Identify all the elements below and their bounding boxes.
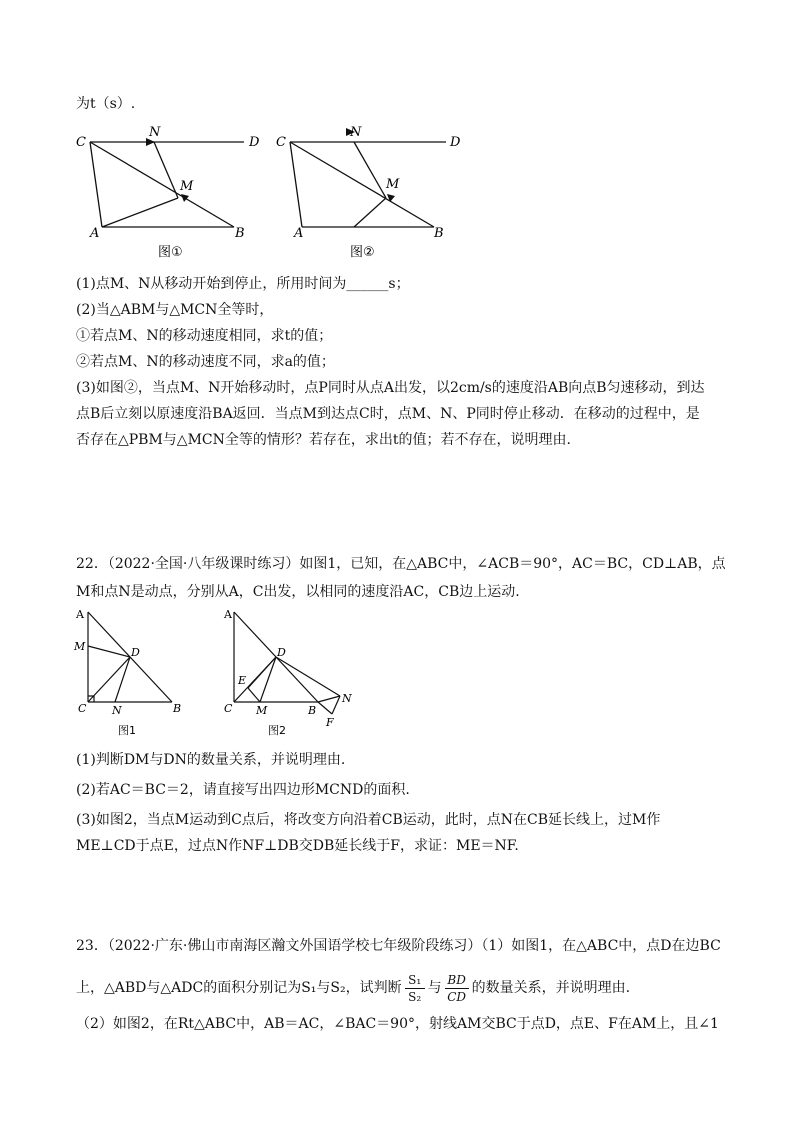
label-E: E xyxy=(238,674,247,687)
caption: 图① xyxy=(158,245,183,260)
q22-part3-line1: (3)如图2，当点M运动到C点后，将改变方向沿着CB运动，此时，点N在CB延长线上，过M作 xyxy=(76,812,661,828)
label-B: B xyxy=(308,704,317,717)
q22-figure-1 xyxy=(70,604,190,744)
segment-CA xyxy=(90,142,102,227)
segment-PM xyxy=(354,198,386,227)
q23-line2 xyxy=(76,966,630,1010)
label-D: D xyxy=(249,135,260,150)
fraction-denominator: CD xyxy=(445,988,469,1005)
q22-header-line1: 22．（2022·全国·八年级课时练习）如图1，已知，在△ABC中，∠ACB＝90°，AC＝BC，CD⊥AB，点 xyxy=(76,556,726,572)
segment-CA xyxy=(290,142,302,227)
q22-figure-2 xyxy=(220,604,370,744)
label-M: M xyxy=(180,179,194,194)
q21-figure-2 xyxy=(274,122,474,262)
continuation-text: 为t（s）. xyxy=(76,96,136,112)
q23-line2-pre: 上，△ABD与△ADC的面积分别记为S₁与S₂，试判断 xyxy=(76,980,402,996)
label-C: C xyxy=(276,135,286,150)
q21-part3-line3: 否存在△PBM与△MCN全等的情形？若存在，求出t的值；若不存在，说明理由. xyxy=(76,432,571,448)
label-C: C xyxy=(76,135,86,150)
q23-header: 23．（2022·广东·佛山市南海区瀚文外国语学校七年级阶段练习）（1）如图1，在△ABC中，点D在边BC xyxy=(76,938,721,954)
label-N: N xyxy=(350,125,362,140)
segment-AM xyxy=(102,198,178,227)
q21-part3-line2: 点B后立刻以原速度沿BA返回．当点M到达点C时，点M、N、P同时停止移动．在移动的过程中，是 xyxy=(76,406,700,422)
fraction-numerator: BD xyxy=(447,972,466,987)
q21-figure-1 xyxy=(74,122,274,262)
label-D: D xyxy=(131,646,140,659)
q23-line2-post: 的数量关系，并说明理由. xyxy=(471,980,631,996)
label-A: A xyxy=(294,226,304,241)
q21-part2: (2)当△ABM与△MCN全等时， xyxy=(76,302,274,318)
label-N: N xyxy=(149,125,161,140)
q21-part2a: ①若点M、N的移动速度相同，求t的值； xyxy=(76,328,333,344)
caption: 图2 xyxy=(268,724,286,737)
fraction-denominator: S₂ xyxy=(405,988,425,1005)
label-B: B xyxy=(434,226,444,241)
arrow-m xyxy=(181,194,189,202)
q21-part1: (1)点M、N从移动开始到停止，所用时间为______s； xyxy=(76,276,410,292)
label-F: F xyxy=(326,716,334,729)
q22-header-line2: M和点N是动点，分别从A，C出发，以相同的速度沿AC，CB边上运动. xyxy=(76,584,520,600)
label-D: D xyxy=(277,646,286,659)
label-A: A xyxy=(90,226,100,241)
segment-NM xyxy=(154,142,178,198)
q21-part2b: ②若点M、N的移动速度不同，求a的值； xyxy=(76,354,335,370)
label-A: A xyxy=(224,608,232,621)
q23-line2-mid: 与 xyxy=(427,980,442,996)
q23-part2-line1: （2）如图2，在Rt△ABC中，AB＝AC，∠BAC＝90°，射线AM交BC于点D，点E、F在AM上，且∠1 xyxy=(76,1016,719,1032)
label-C: C xyxy=(78,702,87,715)
label-A: A xyxy=(76,608,84,621)
q21-part3-line1: (3)如图②，当点M、N开始移动时，点P同时从点A出发，以2cm/s的速度沿AB向点B匀速移动，到达 xyxy=(76,380,705,396)
label-N: N xyxy=(342,692,352,705)
caption: 图1 xyxy=(118,724,136,737)
label-M: M xyxy=(256,704,268,717)
label-B: B xyxy=(173,702,182,715)
label-N: N xyxy=(112,704,122,717)
caption: 图② xyxy=(350,245,375,260)
arrow-m xyxy=(387,194,395,202)
fraction-numerator: S₁ xyxy=(408,972,422,987)
fraction-s1-s2 xyxy=(405,972,425,1005)
label-C: C xyxy=(224,702,233,715)
label-B: B xyxy=(235,226,245,241)
fraction-bd-cd xyxy=(445,972,469,1005)
q22-part3-line2: ME⊥CD于点E，过点N作NF⊥DB交DB延长线于F，求证：ME＝NF. xyxy=(76,838,519,854)
segment-CB xyxy=(90,142,234,227)
label-M: M xyxy=(386,177,400,192)
q22-part2: (2)若AC＝BC＝2，请直接写出四边形MCND的面积. xyxy=(76,782,410,798)
label-D: D xyxy=(450,135,461,150)
label-M: M xyxy=(74,640,86,653)
q22-part1: (1)判断DM与DN的数量关系，并说明理由. xyxy=(76,752,346,768)
